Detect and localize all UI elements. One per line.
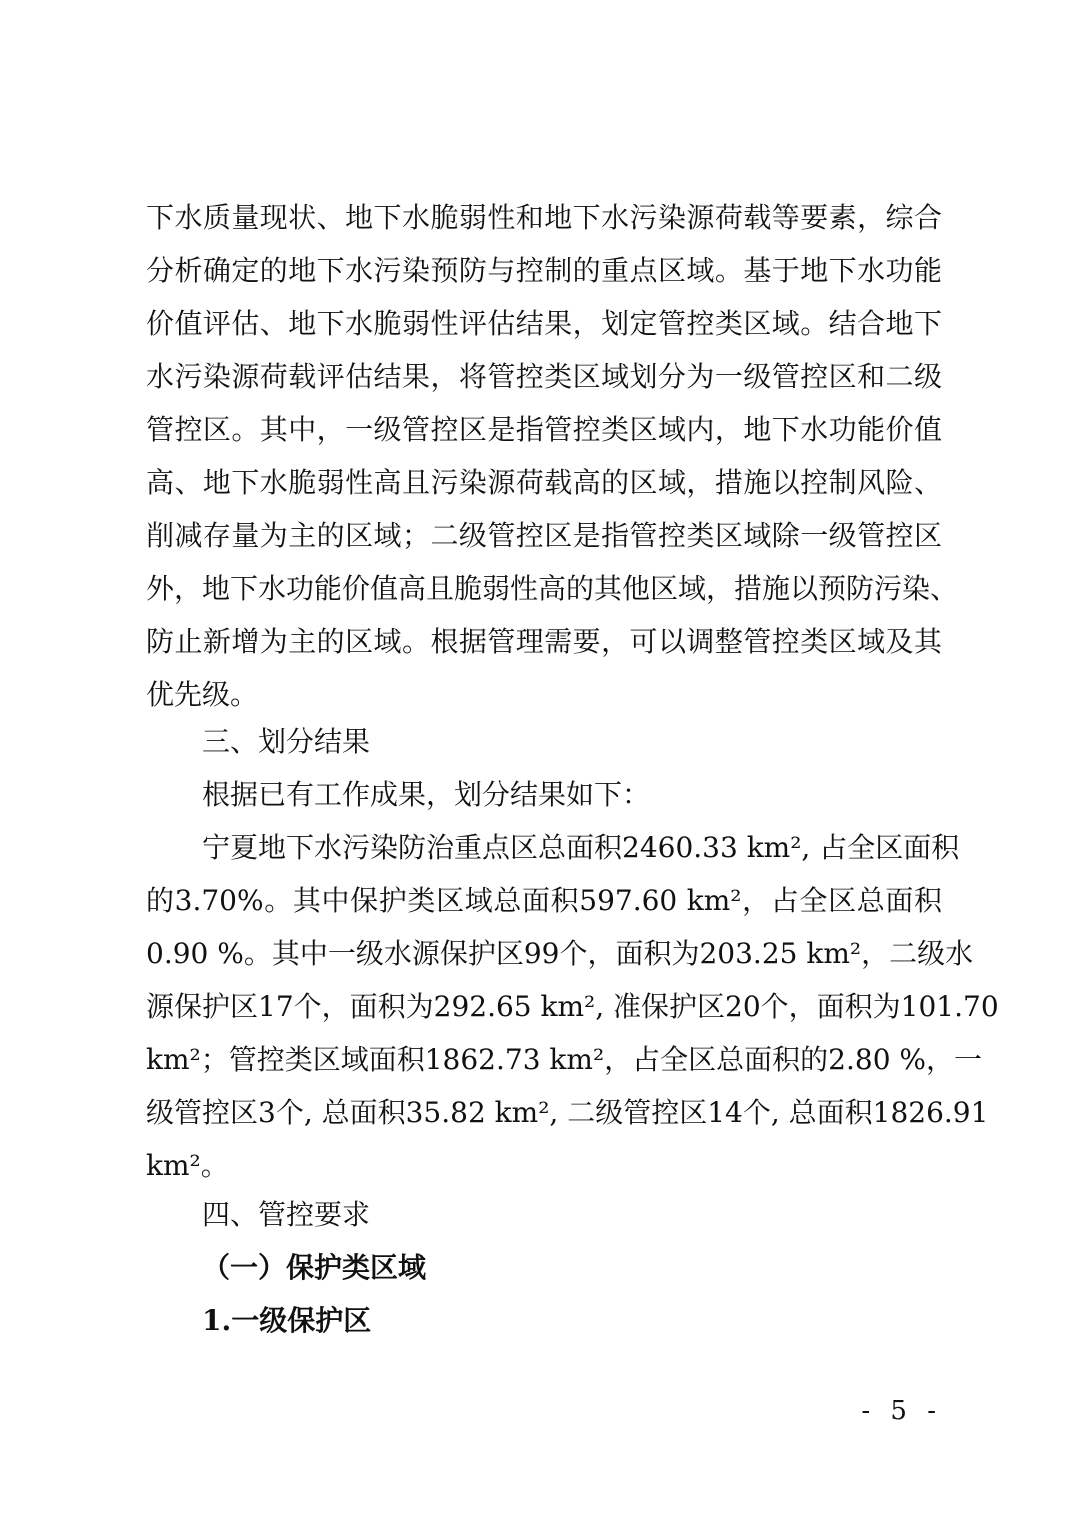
paragraph-line: 防止新增为主的区域。根据管理需要，可以调整管控类区域及其 xyxy=(146,625,942,658)
paragraph-line: 分析确定的地下水污染预防与控制的重点区域。基于地下水功能 xyxy=(146,254,942,287)
item-heading-primary-protection xyxy=(146,1294,942,1347)
heading-text: 1.一级保护区 xyxy=(202,1304,372,1337)
paragraph-zoning-method xyxy=(146,191,959,721)
paragraph-line: 级管控区3个, 总面积35.82 km², 二级管控区14个, 总面积1826.91 xyxy=(146,1096,989,1129)
paragraph-line: 高、地下水脆弱性高且污染源荷载高的区域，措施以控制风险、 xyxy=(146,466,942,499)
paragraph-line: km²。 xyxy=(146,1149,229,1182)
heading-text: （一）保护类区域 xyxy=(202,1251,427,1284)
paragraph-line: 的3.70%。其中保护类区域总面积597.60 km²，占全区总面积 xyxy=(146,884,942,917)
section-heading-control-requirements xyxy=(146,1188,942,1241)
heading-text: 三、划分结果 xyxy=(202,725,371,758)
section-heading-results xyxy=(146,715,942,768)
paragraph-results-intro xyxy=(146,768,942,821)
paragraph-line: 0.90 %。其中一级水源保护区99个，面积为203.25 km²，二级水 xyxy=(146,937,974,970)
paragraph-line: 价值评估、地下水脆弱性评估结果，划定管控类区域。结合地下 xyxy=(146,307,942,340)
paragraph-line: km²；管控类区域面积1862.73 km²，占全区总面积的2.80 %，一 xyxy=(146,1043,983,1076)
paragraph-line: 削减存量为主的区域；二级管控区是指管控类区域除一级管控区 xyxy=(146,519,942,552)
paragraph-line: 优先级。 xyxy=(146,678,259,711)
heading-text: 四、管控要求 xyxy=(202,1198,371,1231)
paragraph-results-detail xyxy=(146,821,999,1192)
paragraph-line: 源保护区17个，面积为292.65 km², 准保护区20个，面积为101.70 xyxy=(146,990,999,1023)
page-number: - 5 - xyxy=(861,1396,942,1426)
paragraph-line: 外，地下水功能价值高且脆弱性高的其他区域，措施以预防污染、 xyxy=(146,572,959,605)
paragraph-line: 宁夏地下水污染防治重点区总面积2460.33 km², 占全区面积 xyxy=(202,831,960,864)
subsection-heading-protection-zones xyxy=(146,1241,942,1294)
paragraph-line: 根据已有工作成果，划分结果如下： xyxy=(202,778,651,811)
paragraph-line: 水污染源荷载评估结果，将管控类区域划分为一级管控区和二级 xyxy=(146,360,942,393)
paragraph-line: 管控区。其中，一级管控区是指管控类区域内，地下水功能价值 xyxy=(146,413,942,446)
paragraph-line: 下水质量现状、地下水脆弱性和地下水污染源荷载等要素，综合 xyxy=(146,201,942,234)
